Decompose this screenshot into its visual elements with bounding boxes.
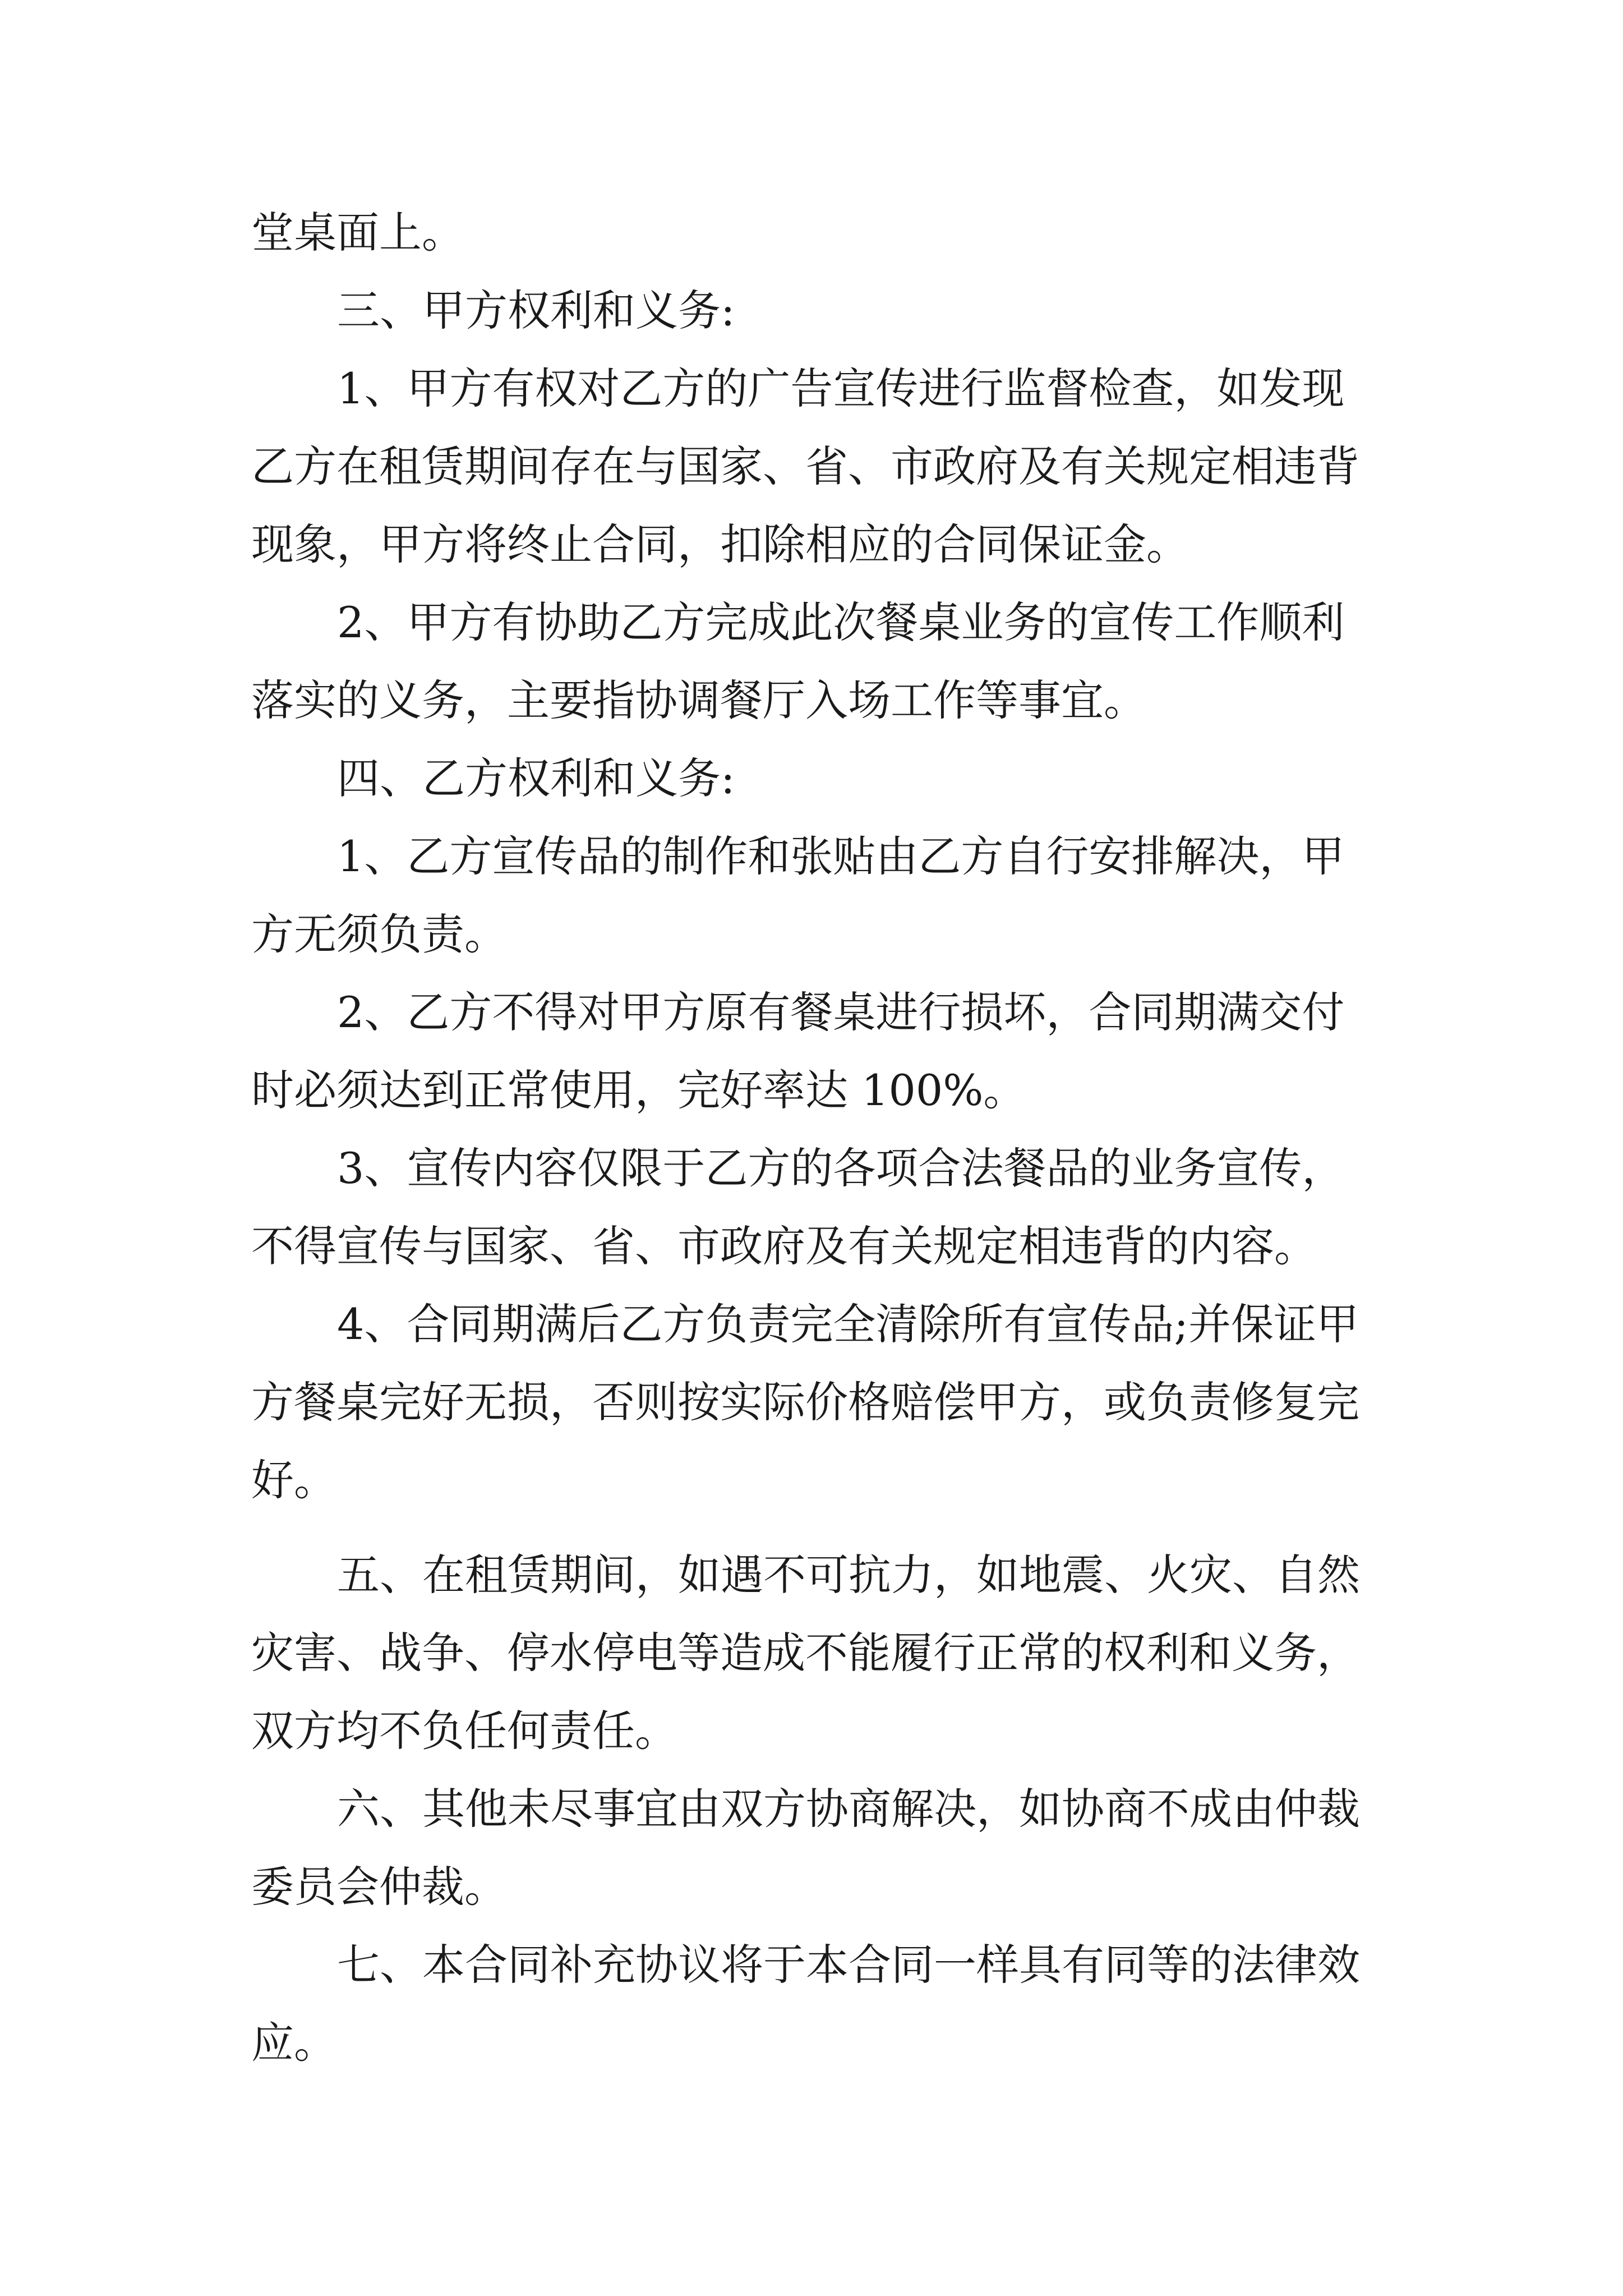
text-line: 灾害、战争、停水停电等造成不能履行正常的权利和义务， bbox=[251, 1628, 1359, 1678]
text-line: 2、乙方不得对甲方原有餐桌进行损坏，合同期满交付 bbox=[337, 987, 1345, 1037]
text-line: 3、宣传内容仅限于乙方的各项合法餐品的业务宣传， bbox=[337, 1143, 1345, 1193]
text-line: 现象，甲方将终止合同，扣除相应的合同保证金。 bbox=[251, 519, 1189, 569]
text-line: 落实的义务，主要指协调餐厅入场工作等事宜。 bbox=[251, 675, 1146, 725]
text-line: 双方均不负任何责任。 bbox=[251, 1706, 677, 1756]
text-line: 五、在租赁期间，如遇不可抗力，如地震、火灾、自然 bbox=[337, 1550, 1360, 1600]
section-heading: 四、乙方权利和义务: bbox=[337, 753, 735, 803]
text-line: 堂桌面上。 bbox=[251, 208, 464, 257]
text-line: 应。 bbox=[251, 2018, 336, 2068]
text-line: 2、甲方有协助乙方完成此次餐桌业务的宣传工作顺利 bbox=[337, 597, 1345, 647]
text-line: 时必须达到正常使用，完好率达 100%。 bbox=[251, 1065, 1026, 1115]
text-line: 七、本合同补充协议将于本合同一样具有同等的法律效 bbox=[337, 1940, 1360, 1990]
text-line: 1、甲方有权对乙方的广告宣传进行监督检查，如发现 bbox=[337, 364, 1345, 413]
text-line: 六、其他未尽事宜由双方协商解决，如协商不成由仲裁 bbox=[337, 1784, 1360, 1834]
text-line: 乙方在租赁期间存在与国家、省、市政府及有关规定相违背 bbox=[251, 441, 1359, 491]
text-line: 好。 bbox=[251, 1455, 336, 1505]
text-line: 方无须负责。 bbox=[251, 909, 507, 959]
text-line: 1、乙方宣传品的制作和张贴由乙方自行安排解决，甲 bbox=[337, 831, 1345, 881]
section-heading: 三、甲方权利和义务: bbox=[337, 286, 735, 335]
text-line: 方餐桌完好无损，否则按实际价格赔偿甲方，或负责修复完 bbox=[251, 1377, 1359, 1427]
text-line: 4、合同期满后乙方负责完全清除所有宣传品;并保证甲 bbox=[337, 1299, 1359, 1349]
text-line: 委员会仲裁。 bbox=[251, 1862, 507, 1912]
text-line: 不得宣传与国家、省、市政府及有关规定相违背的内容。 bbox=[251, 1221, 1317, 1271]
